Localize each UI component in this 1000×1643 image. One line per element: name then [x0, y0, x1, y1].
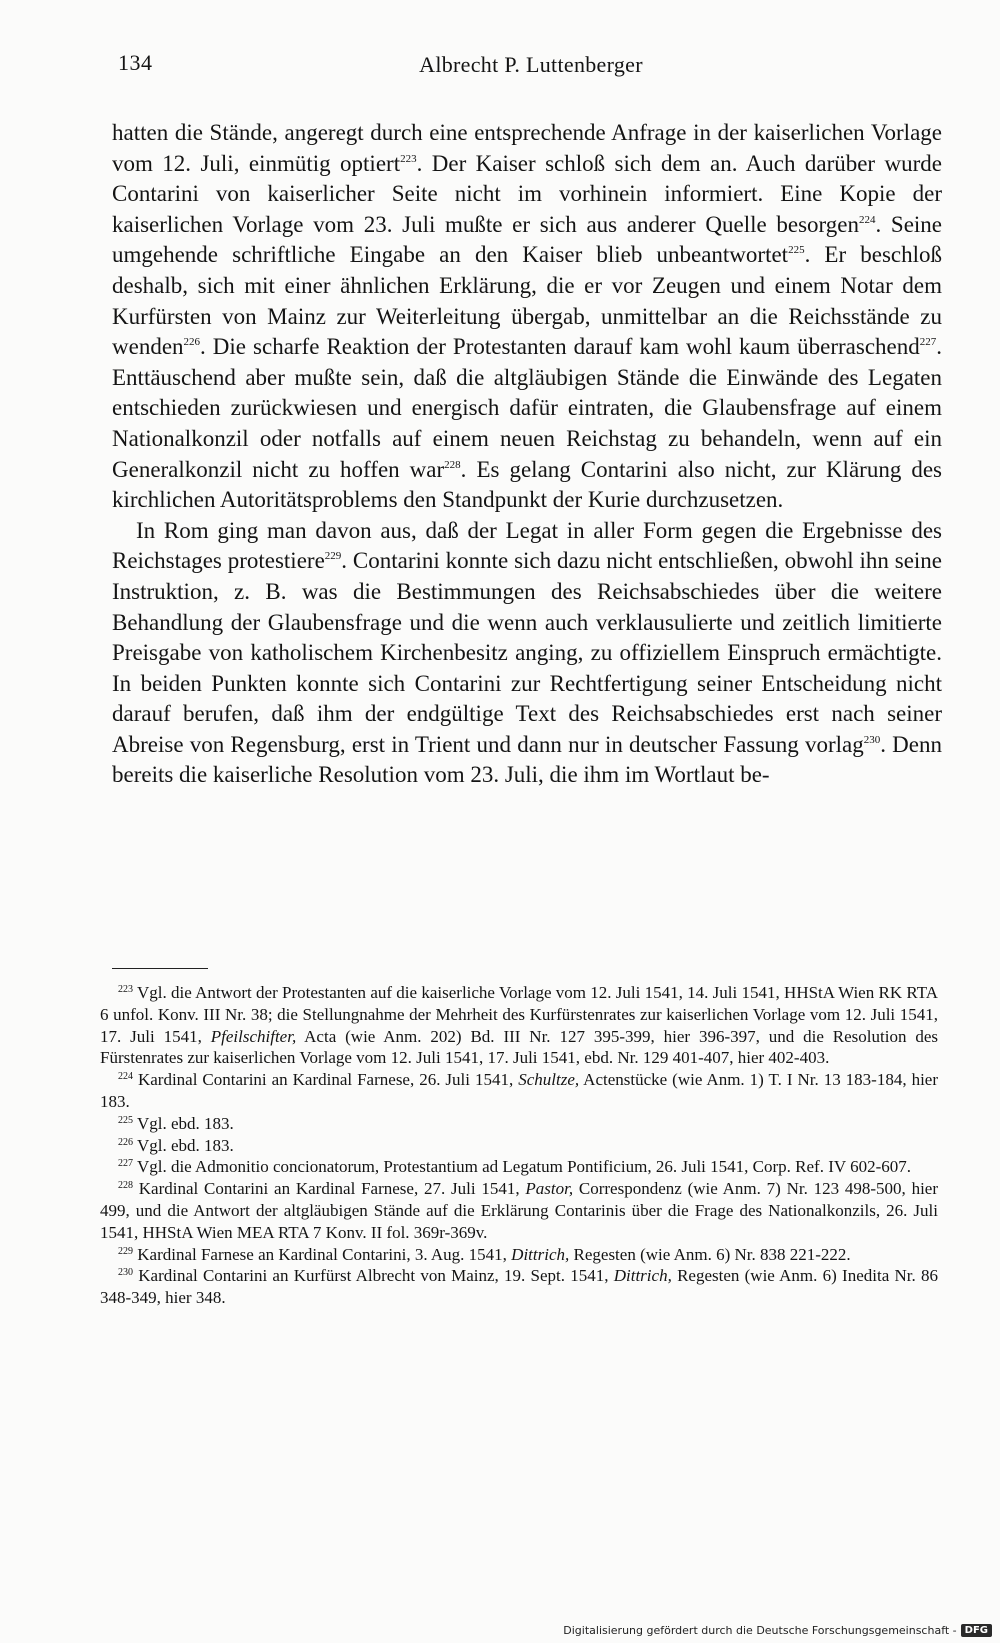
footnote [100, 1244, 938, 1266]
text-run: In Rom ging man davon aus, daß der Legat in aller Form gegen die Ergebnisse des Reichstages protestiere [112, 517, 942, 574]
footnote-text: Vgl. ebd. 183. [133, 1135, 234, 1155]
footnote-separator [112, 968, 208, 969]
paragraph [112, 516, 942, 791]
footnote-text: Kardinal Farnese an Kardinal Contarini, 3. Aug. 1541, [133, 1244, 512, 1264]
footnote-text: Actenstücke (wie Anm. 1) T. I Nr. 13 183-184, hier 183. [100, 1070, 938, 1111]
footnote-number: 227 [118, 1158, 133, 1170]
running-head: Albrecht P. Luttenberger [419, 52, 643, 77]
footnote [100, 1069, 938, 1113]
footnote [100, 1265, 938, 1309]
footnote-text: Kardinal Contarini an Kardinal Farnese, 27. Juli 1541, [133, 1179, 526, 1199]
footnote-text: Correspondenz (wie Anm. 7) Nr. 123 498-500, hier 499, und die Antwort der altgläubigen Stände auf die Erklärung Contarinis über die Frage des Nationalkonzils, 26. Juli 1541, HHStA Wien MEA RTA 7 Konv. II fol. 369r-369v. [100, 1179, 939, 1242]
footnote-text: Vgl. ebd. 183. [133, 1113, 234, 1133]
footnote-number: 229 [118, 1245, 133, 1257]
footnote [100, 1178, 938, 1243]
footnote-text: Vgl. die Admonitio concionatorum, Protestantium ad Legatum Pontificium, 26. Juli 1541, Corp. Ref. IV 602-607. [133, 1157, 911, 1177]
footnote-text: Kardinal Contarini an Kurfürst Albrecht von Mainz, 19. Sept. 1541, [133, 1266, 614, 1286]
credit-text: Digitalisierung gefördert durch die Deutsche Forschungsgemeinschaft - [563, 1624, 957, 1637]
footnote-author: Pastor, [525, 1179, 574, 1199]
page-header [118, 50, 944, 84]
footnote-number: 225 [118, 1114, 133, 1126]
footnote-number: 224 [118, 1071, 133, 1083]
footnote-number: 228 [118, 1180, 133, 1192]
footnote-author: Pfeilschifter, [210, 1026, 297, 1046]
text-run: . Der Kaiser schloß sich dem an. Auch darüber wurde Contarini von kaiserlicher Seite nicht im vorhinein informiert. Eine Kopie der kaiserlichen Vorlage vom 23. Juli mußte er sich aus anderer Quelle besorgen [112, 150, 942, 237]
paragraph [112, 118, 942, 516]
footnote-number: 230 [118, 1267, 133, 1279]
text-run: . Seine umgehende schriftliche Eingabe an den Kaiser blieb unbeantwortet [112, 211, 943, 268]
text-run: . Er beschloß deshalb, sich mit einer ähnlichen Erklärung, die er vor Zeugen und einem Notar dem Kurfürsten von Mainz zur Weiterleitung übergab, unmittelbar an die Reichsstände zu wenden [112, 242, 943, 360]
text-run: . Denn bereits die kaiserliche Resolution vom 23. Juli, die ihm im Wortlaut be- [112, 731, 943, 788]
footnote-ref[interactable]: 228 [444, 458, 461, 471]
footnote [100, 1156, 938, 1178]
footnote-text: Kardinal Contarini an Kardinal Farnese, 26. Juli 1541, [133, 1070, 519, 1090]
main-text [112, 118, 942, 791]
footnote-text: Vgl. die Antwort der Protestanten auf die kaiserliche Vorlage vom 12. Juli 1541, 14. Juli 1541, HHStA Wien RK RTA 6 unfol. Konv. III Nr. 38; die Stellungnahme der Mehrheit des Kurfürstenrates zur kaiserlichen Vorlage vom 12. Juli 1541, 17. Juli 1541, [100, 983, 938, 1046]
footnote-ref[interactable]: 223 [400, 152, 417, 165]
text-run: . Die scharfe Reaktion der Protestanten darauf kam wohl kaum überraschend [200, 334, 920, 360]
footnote-ref[interactable]: 224 [858, 213, 876, 226]
text-run: . Es gelang Contarini also nicht, zur Klärung des kirchlichen Autoritätsproblems den Standpunkt der Kurie durchzusetzen. [112, 456, 942, 513]
footnote-text: Regesten (wie Anm. 6) Inedita Nr. 86 348-349, hier 348. [100, 1266, 938, 1308]
footnote-number: 223 [118, 984, 133, 995]
footnote-ref[interactable]: 229 [324, 550, 342, 563]
footnote-number: 226 [118, 1136, 133, 1148]
footnote-author: Dittrich, [613, 1266, 672, 1286]
page-number: 134 [118, 50, 153, 75]
text-run: . Contarini konnte sich dazu nicht entschließen, obwohl ihn seine Instruktion, z. B. was die Bestimmungen des Reichsabschiedes über die weitere Behandlung der Glaubensfrage und die wenn auch verklausulierte und zeitlich limitierte Preisgabe von katholischem Kirchenbesitz anging, zu offiziellem Einspruch ermächtigte. In beiden Punkten konnte sich Contarini zur Rechtfertigung seiner Entscheidung nicht darauf berufen, daß ihm der endgültige Text des Reichsabschiedes erst nach seiner Abreise von Regensburg, erst in Trient und dann nur in deutscher Fassung vorlag [112, 548, 942, 757]
footnote-author: Schultze, [518, 1070, 580, 1090]
footnotes [100, 982, 938, 1309]
footnote [100, 1113, 938, 1135]
footnote-ref[interactable]: 227 [919, 336, 937, 349]
text-run: hatten die Stände, angeregt durch eine entsprechende Anfrage in der kaiserlichen Vorlage vom 12. Juli, einmütig optiert [112, 120, 942, 176]
dfg-logo: DFG [961, 1624, 992, 1637]
footnote-text: Regesten (wie Anm. 6) Nr. 838 221-222. [569, 1244, 851, 1264]
footnote-ref[interactable]: 230 [863, 733, 881, 746]
text-run: . Enttäuschend aber mußte sein, daß die altgläubigen Stände die Einwände des Legaten entschieden zurückwiesen und energisch dafür eintraten, die Glaubensfrage auf einem Nationalkonzil oder notfalls auf einem neuen Reichstag zu behandeln, wenn auf ein Generalkonzil nicht zu hoffen war [112, 334, 942, 482]
footnote [100, 1135, 938, 1157]
footnote-ref[interactable]: 225 [788, 244, 805, 257]
footnote-ref[interactable]: 226 [183, 336, 201, 349]
footnote [100, 982, 938, 1069]
digitization-credit [563, 1624, 992, 1637]
footnote-author: Dittrich, [511, 1244, 570, 1264]
footnote-text: Acta (wie Anm. 202) Bd. III Nr. 127 395-399, hier 396-397, und die Resolution des Fürstenrates zur kaiserlichen Vorlage vom 12. Juli 1541, 17. Juli 1541, ebd. Nr. 129 401-407, hier 402-403. [100, 1026, 939, 1068]
